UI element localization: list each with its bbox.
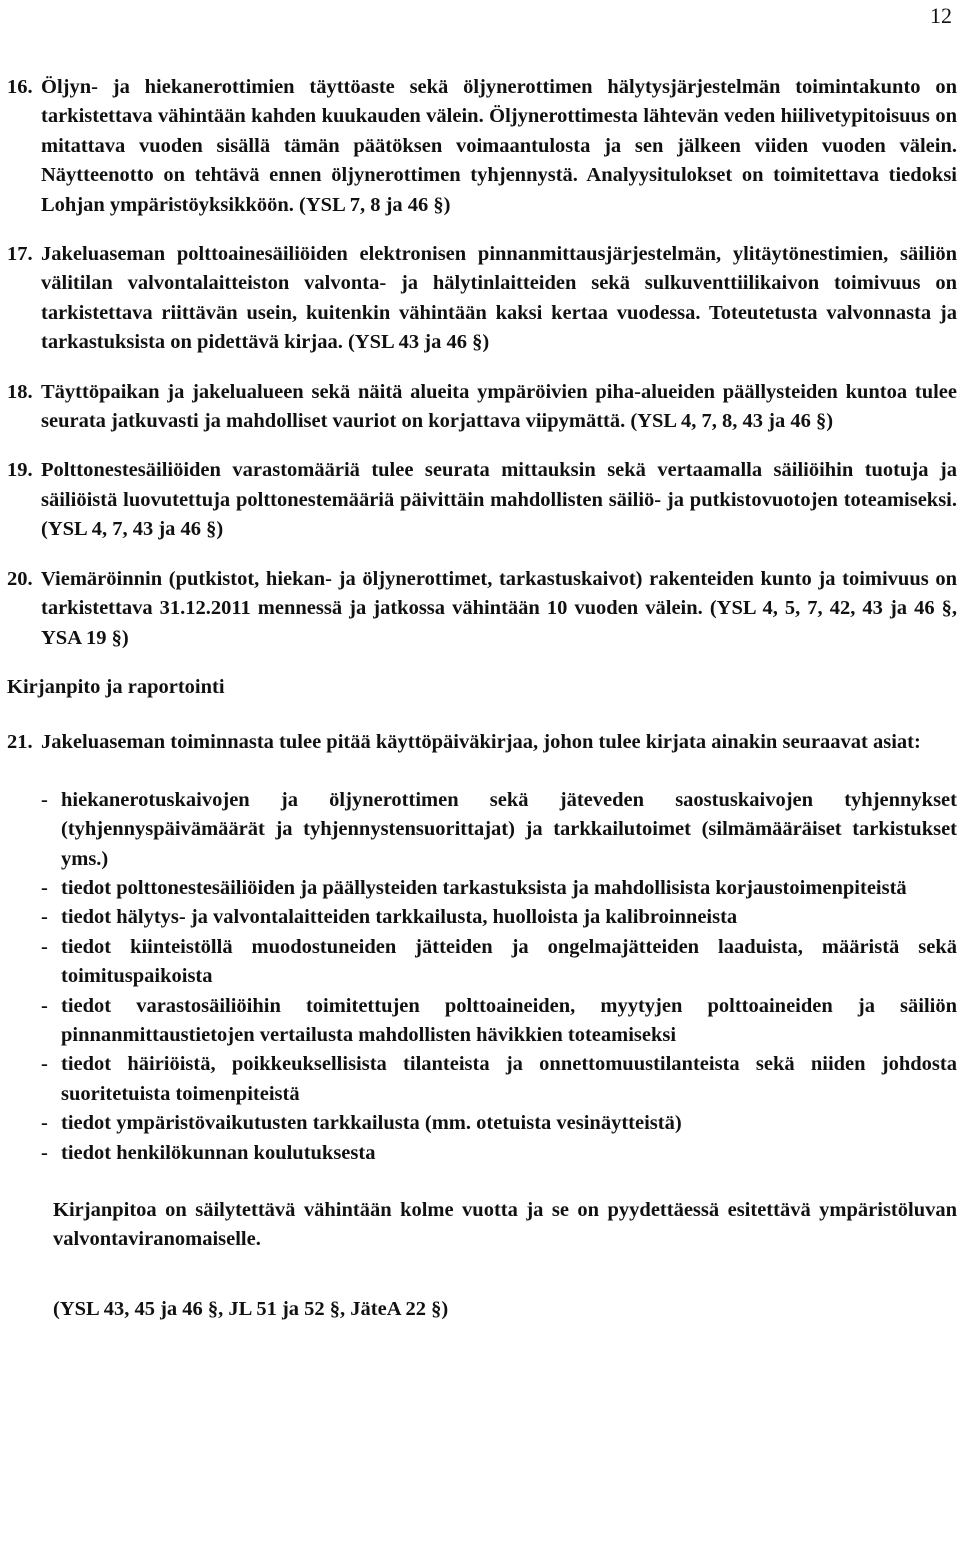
list-item-text: tiedot polttonestesäiliöiden ja päällysteiden tarkastuksista ja mahdollisista korjaustoimenpiteistä — [61, 876, 907, 899]
list-dash: - — [41, 994, 48, 1017]
list-item-text: tiedot henkilökunnan koulutuksesta — [61, 1141, 376, 1164]
list-dash: - — [41, 1141, 48, 1164]
paragraph-18 — [7, 378, 957, 437]
logbook-items-list — [41, 786, 957, 1168]
paragraph-number: 21. — [7, 731, 33, 754]
list-item — [41, 1139, 957, 1168]
paragraph-text: Jakeluaseman polttoainesäiliöiden elektronisen pinnanmittausjärjestelmän, ylitäytönestimien, säiliön välitilan valvontalaitteiston valvonta- ja hälytinlaitteiden sekä sulkuventtiilikaivon toimivuus on tarkistettava riittävän usein, kuitenkin vähintään kaksi kertaa vuodessa. Toteutetusta valvonnasta ja tarkastuksista on pidettävä kirjaa. (YSL 43 ja 46 §) — [41, 243, 957, 354]
list-dash: - — [41, 1112, 48, 1135]
paragraph-21 — [7, 728, 957, 757]
paragraph-number: 19. — [7, 459, 33, 482]
list-dash: - — [41, 906, 48, 929]
paragraph-text: Jakeluaseman toiminnasta tulee pitää käyttöpäiväkirjaa, johon tulee kirjata ainakin seuraavat asiat: — [41, 731, 921, 754]
page-number: 12 — [930, 3, 952, 28]
list-item — [41, 1109, 957, 1138]
section-heading: Kirjanpito ja raportointi — [7, 675, 225, 698]
paragraph-number: 16. — [7, 76, 33, 98]
paragraph-number: 20. — [7, 567, 33, 590]
list-item — [41, 992, 957, 1051]
legal-reference: (YSL 43, 45 ja 46 §, JL 51 ja 52 §, JäteA 22 §) — [53, 1297, 449, 1320]
paragraph-number: 17. — [7, 243, 33, 266]
list-item — [41, 903, 957, 932]
list-item-text: hiekanerotuskaivojen ja öljynerottimen sekä jäteveden saostuskaivojen tyhjennykset (tyhjennyspäivämäärät ja tyhjennystensuorittajat) ja tarkkailutoimet (silmämääräiset tarkistukset yms.) — [61, 788, 957, 870]
paragraph-text: Viemäröinnin (putkistot, hiekan- ja öljynerottimet, tarkastuskaivot) rakenteiden kunto ja toimivuus on tarkistettava 31.12.2011 mennessä ja jatkossa vähintään 10 vuoden välein. (YSL 4, 5, 7, 42, 43 ja 46 §, YSA 19 §) — [41, 567, 957, 649]
list-dash: - — [41, 788, 48, 811]
paragraph-16 — [7, 73, 957, 220]
paragraph-text: Öljyn- ja hiekanerottimien täyttöaste sekä öljynerottimen hälytysjärjestelmän toimintakunto on tarkistettava vähintään kahden kuukauden välein. Öljynerottimesta lähtevän veden hiilivetypitoisuus on mitattava vuoden sisällä tämän päätöksen voimaantulosta ja sen jälkeen viiden vuoden välein. Näytteenotto on tehtävä ennen öljynerottimen tyhjennystä. Analyysitulokset on toimitettava tiedoksi Lohjan ympäristöyksikköön. (YSL 7, 8 ja 46 §) — [41, 76, 957, 216]
paragraph-20 — [7, 565, 957, 653]
list-item-text: tiedot varastosäiliöihin toimitettujen polttoaineiden, myytyjen polttoaineiden ja säiliön pinnanmittaustietojen vertailusta mahdollisten hävikkien toteamiseksi — [61, 994, 957, 1046]
paragraph-text: Polttonestesäiliöiden varastomääriä tulee seurata mittauksin sekä vertaamalla säiliöihin tuotuja ja säiliöistä luovutettuja polttonestemääriä päivittäin mahdollisten säiliö- ja putkistovuotojen toteamiseksi. (YSL 4, 7, 43 ja 46 §) — [41, 459, 957, 541]
list-item-text: tiedot häiriöistä, poikkeuksellisista tilanteista ja onnettomuustilanteista sekä niiden johdosta suoritetuista toimenpiteistä — [61, 1053, 957, 1105]
list-item-text: tiedot hälytys- ja valvontalaitteiden tarkkailusta, huolloista ja kalibroinneista — [61, 906, 738, 929]
list-item — [41, 786, 957, 874]
list-item-text: tiedot ympäristövaikutusten tarkkailusta (mm. otetuista vesinäytteistä) — [61, 1112, 682, 1135]
paragraph-number: 18. — [7, 380, 33, 403]
document-body — [7, 73, 957, 1324]
list-dash: - — [41, 1053, 48, 1076]
retention-note: Kirjanpitoa on säilytettävä vähintään kolme vuotta ja se on pyydettäessä esitettävä ympäristöluvan valvontaviranomaiselle. — [53, 1199, 957, 1251]
paragraph-text: Täyttöpaikan ja jakelualueen sekä näitä alueita ympäröivien piha-alueiden päällysteiden kuntoa tulee seurata jatkuvasti ja mahdolliset vauriot on korjattava viipymättä. (YSL 4, 7, 8, 43 ja 46 §) — [41, 380, 957, 433]
list-item — [41, 874, 957, 903]
paragraph-17 — [7, 240, 957, 358]
list-item — [41, 933, 957, 992]
list-dash: - — [41, 876, 48, 899]
list-item-text: tiedot kiinteistöllä muodostuneiden jätteiden ja ongelmajätteiden laaduista, määristä sekä toimituspaikoista — [61, 935, 957, 988]
paragraph-19 — [7, 456, 957, 544]
list-item — [41, 1050, 957, 1109]
list-dash: - — [41, 935, 48, 958]
